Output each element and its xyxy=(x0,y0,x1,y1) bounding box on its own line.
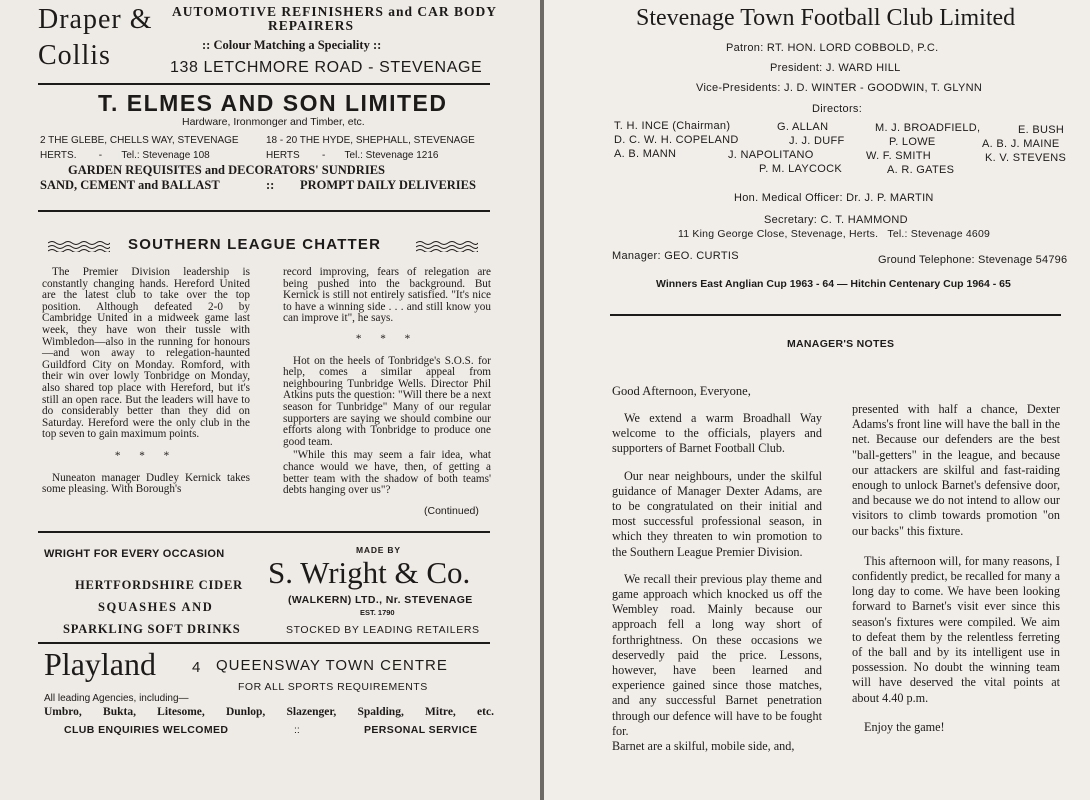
wright-sparkling: SPARKLING SOFT DRINKS xyxy=(63,622,241,636)
notes-heading: MANAGER'S NOTES xyxy=(787,338,895,350)
elmes-subtitle: Hardware, Ironmonger and Timber, etc. xyxy=(182,116,365,128)
elmes-title: T. ELMES AND SON LIMITED xyxy=(98,90,448,116)
elmes-address-right-2: HERTS - Tel.: Stevenage 1216 xyxy=(266,150,439,161)
notes-paragraph: This afternoon will, for many reasons, I confidently predict, be recalled for many a long day to come. We have been looking forward to Barnet's visit ever since this season's fixtures were compiled. We aim to defeat them by the relentless ferreting of the ball and by its intelligent use in possession. No doubt the winning team will have deserved the vital points at about 4.40 p.m. xyxy=(852,553,1060,705)
brand-item: Slazenger, xyxy=(286,706,337,718)
wright-name: S. Wright & Co. xyxy=(268,555,471,590)
playland-personal: PERSONAL SERVICE xyxy=(364,724,478,736)
chatter-paragraph: "While this may seem a fair idea, what chance would we have, then, of getting a better team with the shadow of both teams' debts hanging over us"? xyxy=(283,449,491,497)
divider xyxy=(38,210,490,212)
wright-established: EST. 1790 xyxy=(360,608,395,617)
secretary: Secretary: C. T. HAMMOND xyxy=(764,214,908,226)
elmes-address-left-1: 2 THE GLEBE, CHELLS WAY, STEVENAGE xyxy=(40,135,239,146)
chatter-paragraph: The Premier Division leadership is constantly changing hands. Hereford United are the latest club to take over the top position. Although defeated 2-0 by Cambridge United in a midweek game last week, they have won their tussle with Wimbledon—also in the running for honours—and won away to relegation-haunted Guildford City on Monday. Romford, with their win over lowly Tonbridge on Monday, also shared top place with Hereford, but it's still an open race. But the leaders will have to do considerably better than they did on Saturday. Hereford were the only club in the top seven to gain maximum points. xyxy=(42,266,250,441)
playland-separator: :: xyxy=(294,724,300,736)
director-name: K. V. STEVENS xyxy=(985,152,1067,164)
divider xyxy=(610,314,1061,316)
wavy-ornament-left xyxy=(48,240,110,252)
chatter-stars: * * * xyxy=(355,332,419,345)
chatter-stars: * * * xyxy=(114,449,178,462)
wright-walkern: (WALKERN) LTD., Nr. STEVENAGE xyxy=(288,594,473,606)
draper-services-line-2: REPAIRERS xyxy=(268,18,355,33)
director-name: E. BUSH xyxy=(1018,124,1065,136)
wright-stocked: STOCKED BY LEADING RETAILERS xyxy=(286,624,480,636)
chatter-heading: SOUTHERN LEAGUE CHATTER xyxy=(128,236,382,253)
director-name: P. LOWE xyxy=(889,136,936,148)
wright-occasion: WRIGHT FOR EVERY OCCASION xyxy=(44,548,225,560)
ground-telephone: Ground Telephone: Stevenage 54796 xyxy=(878,254,1068,266)
chatter-paragraph: record improving, fears of relegation are being pushed into the background. But Kernick is still not entirely satisfied. "It's nice to have a winning side . . . and still know you can improve it", he says. xyxy=(283,266,491,325)
wright-squashes: SQUASHES AND xyxy=(98,600,214,614)
brand-item: Bukta, xyxy=(103,706,136,718)
brand-item: Spalding, xyxy=(357,706,404,718)
elmes-sand: SAND, CEMENT and BALLAST xyxy=(40,178,220,192)
medical-officer: Hon. Medical Officer: Dr. J. P. MARTIN xyxy=(734,192,934,204)
director-name: W. F. SMITH xyxy=(866,150,932,162)
notes-paragraph: Our near neighbours, under the skilful guidance of Manager Dexter Adams, are to be congratulated on their initial and most successful professional season, in which they threaten to win promotion to the Southern League Premier Division. xyxy=(612,468,822,559)
director-name: T. H. INCE (Chairman) xyxy=(614,120,731,132)
divider xyxy=(38,531,490,533)
club-patron: Patron: RT. HON. LORD COBBOLD, P.C. xyxy=(726,42,939,54)
wright-cider: HERTFORDSHIRE CIDER xyxy=(75,578,243,592)
notes-paragraph: presented with half a chance, Dexter Adams's front line will have the ball in the net. Because our defenders are the best "ball-getters" in the league, and because our attackers are skilful and fast-raiding enough to unlock Barnet's defensive door, and because we do not intend to allow our visitors to climb towards promotion "on our backs" this fixture. xyxy=(852,402,1060,538)
right-page xyxy=(544,0,1090,800)
playland-name: Playland xyxy=(44,646,156,682)
draper-services-line-1: AUTOMOTIVE REFINISHERS and CAR BODY xyxy=(172,4,498,19)
chatter-paragraph: Nuneaton manager Dudley Kernick takes some pleasing. With Borough's xyxy=(42,471,250,496)
playland-sports: FOR ALL SPORTS REQUIREMENTS xyxy=(238,681,428,693)
elmes-prompt: PROMPT DAILY DELIVERIES xyxy=(300,178,476,192)
draper-name-1: Draper & xyxy=(38,4,153,35)
draper-speciality: :: Colour Matching a Speciality :: xyxy=(202,38,382,52)
director-name: M. J. BROADFIELD, xyxy=(875,122,981,134)
draper-name-2: Collis xyxy=(38,40,111,71)
wavy-ornament-right xyxy=(416,240,478,252)
director-name: J. J. DUFF xyxy=(789,135,845,147)
notes-greeting: Good Afternoon, Everyone, xyxy=(612,384,751,398)
manager: Manager: GEO. CURTIS xyxy=(612,250,739,262)
divider xyxy=(38,83,490,85)
chatter-column-1 xyxy=(42,267,250,496)
club-president: President: J. WARD HILL xyxy=(770,62,901,74)
director-name: G. ALLAN xyxy=(777,121,829,133)
elmes-garden: GARDEN REQUISITES and DECORATORS' SUNDRIES xyxy=(68,163,385,177)
director-name: A. B. J. MAINE xyxy=(982,138,1060,150)
chatter-column-2 xyxy=(283,267,491,497)
draper-address: 138 LETCHMORE ROAD - STEVENAGE xyxy=(170,59,483,76)
secretary-address: 11 King George Close, Stevenage, Herts. Tel.: Stevenage 4609 xyxy=(678,228,991,240)
playland-address: QUEENSWAY TOWN CENTRE xyxy=(216,657,448,674)
brand-item: Mitre, xyxy=(425,706,456,718)
notes-column-1 xyxy=(612,411,822,754)
notes-paragraph: Enjoy the game! xyxy=(864,719,945,734)
wright-made-by: MADE BY xyxy=(356,545,401,555)
playland-agencies: All leading Agencies, including— xyxy=(44,693,189,704)
director-name: D. C. W. H. COPELAND xyxy=(614,134,739,146)
notes-paragraph: We extend a warm Broadhall Way welcome to the officials, players and supporters of Barnet Football Club. xyxy=(612,411,822,456)
playland-number: 4 xyxy=(192,659,201,676)
notes-column-2 xyxy=(852,402,1060,735)
brand-item: Dunlop, xyxy=(225,706,266,718)
club-title: Stevenage Town Football Club Limited xyxy=(636,5,1016,31)
director-name: A. R. GATES xyxy=(887,164,955,176)
elmes-address-right-1: 18 - 20 THE HYDE, SHEPHALL, STEVENAGE xyxy=(266,135,475,146)
director-name: A. B. MANN xyxy=(614,148,677,160)
elmes-separator: :: xyxy=(266,178,275,192)
chatter-continued: (Continued) xyxy=(424,505,479,517)
brand-item: Litesome, xyxy=(157,706,205,718)
playland-brands xyxy=(44,706,494,718)
directors-label: Directors: xyxy=(812,103,863,115)
brand-item: Umbro, xyxy=(44,706,82,718)
winners: Winners East Anglian Cup 1963 - 64 — Hitchin Centenary Cup 1964 - 65 xyxy=(656,278,1011,290)
brand-item: etc. xyxy=(477,706,494,718)
director-name: P. M. LAYCOCK xyxy=(759,163,842,175)
left-page xyxy=(0,0,540,800)
chatter-paragraph: Hot on the heels of Tonbridge's S.O.S. for help, comes a similar appeal from neighbouring Tunbridge Wells. Director Phil Atkins puts the question: "Will there be a next season for Tunbridge" Many of our regular supporters are saying we should combine our efforts along with Tonbridge to produce one good team. xyxy=(283,354,491,448)
elmes-address-left-2: HERTS. - Tel.: Stevenage 108 xyxy=(40,150,210,161)
notes-paragraph: We recall their previous play theme and game approach which knocked us off the Wembley road. Mainly because our approach fell a long way short of forthrightness. On these occasions we deservedly paid the price. Lessons, however, have been learned and experience gained since those matches, and any successful Barnet penetration through our defence will have to be fought for. xyxy=(612,571,822,738)
playland-enquiries: CLUB ENQUIRIES WELCOMED xyxy=(64,724,229,736)
divider xyxy=(38,642,490,644)
director-name: J. NAPOLITANO xyxy=(728,149,814,161)
club-vice-presidents: Vice-Presidents: J. D. WINTER - GOODWIN, T. GLYNN xyxy=(696,82,983,94)
notes-paragraph: Barnet are a skilful, mobile side, and, xyxy=(612,739,795,754)
